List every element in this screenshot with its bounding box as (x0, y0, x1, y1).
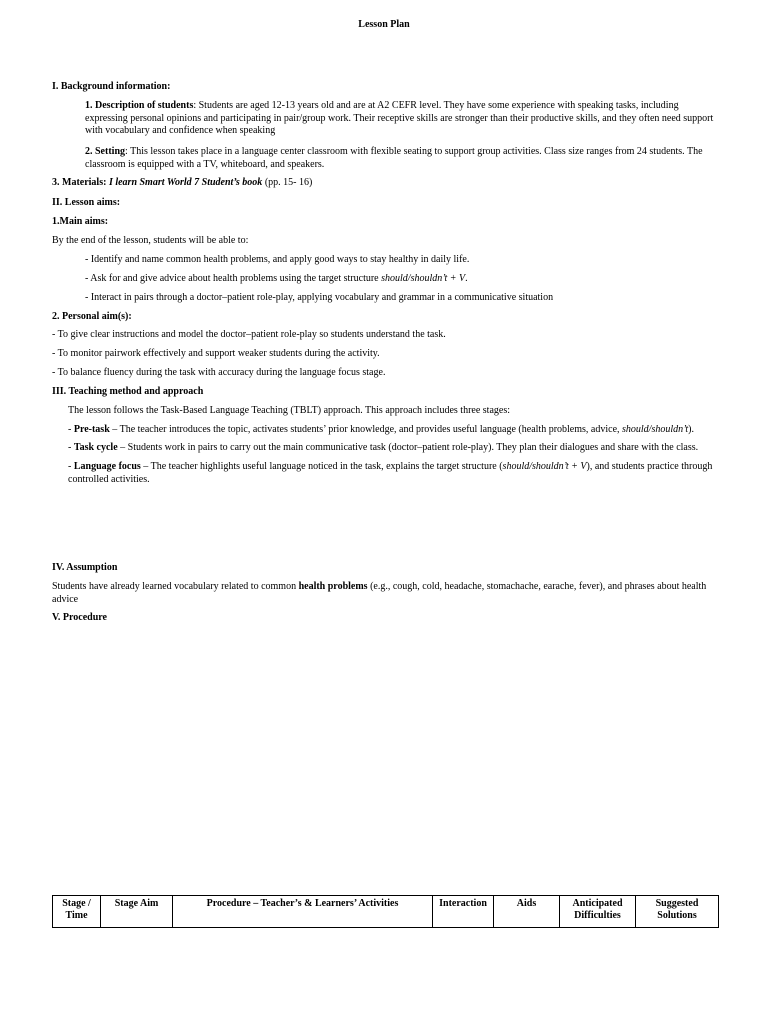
assumption-text: Students have already learned vocabulary related to common health problems (e.g., cough, cold, headache, stomachache, earache, fever), and phrases about health advice (52, 581, 707, 605)
main-aims-intro: By the end of the lesson, students will be able to: (52, 235, 249, 246)
main-aim-item: - Interact in pairs through a doctor–patient role-play, applying vocabulary and grammar in a communicative situation (85, 292, 554, 303)
procedure-table-header-row (53, 896, 719, 928)
background-heading: I. Background information: (52, 81, 171, 92)
setting-description: 2. Setting: This lesson takes place in a language center classroom with flexible seating to support group activities. Class size ranges from 24 students. The classroom is equipped with a TV, whiteboard, and speakers. (85, 146, 703, 170)
column-header-stage-time: Stage / Time (53, 896, 101, 928)
column-header-aids: Aids (494, 896, 560, 928)
personal-aim-item: - To balance fluency during the task with accuracy during the language focus stage. (52, 367, 386, 378)
main-aim-item: - Ask for and give advice about health problems using the target structure should/shouldn’t + V. (85, 273, 468, 284)
stage-task-cycle: - Task cycle – Students work in pairs to carry out the main communicative task (doctor–patient role-play). They plan their dialogues and share with the class. (68, 442, 699, 453)
stage-pre-task: - Pre-task – The teacher introduces the topic, activates students’ prior knowledge, and provides useful language (health problems, advice, should/shouldn’t). (68, 424, 694, 435)
method-heading: III. Teaching method and approach (52, 386, 204, 397)
stage-language-focus: - Language focus – The teacher highlights useful language noticed in the task, explains the target structure (should/shouldn’t + V), and students practice through controlled activities. (68, 461, 713, 485)
assumption-heading: IV. Assumption (52, 562, 118, 573)
procedure-table (52, 895, 719, 928)
method-intro: The lesson follows the Task-Based Language Teaching (TBLT) approach. This approach includes three stages: (68, 405, 510, 416)
column-header-anticipated-difficulties: Anticipated Difficulties (560, 896, 636, 928)
main-aim-item: - Identify and name common health problems, and apply good ways to stay healthy in daily life. (85, 254, 470, 265)
procedure-heading: V. Procedure (52, 612, 107, 623)
students-description: 1. Description of students: Students are aged 12-13 years old and are at A2 CEFR level. They have some experience with speaking tasks, including expressing personal opinions and participating in pair/group work. Their receptive skills are stronger than their productive skills, and they often need support with vocabulary and confidence when speaking (85, 100, 714, 136)
personal-aim-item: - To monitor pairwork effectively and support weaker students during the activity. (52, 348, 380, 359)
column-header-stage-aim: Stage Aim (101, 896, 173, 928)
setting-label: 2. Setting (85, 146, 125, 157)
column-header-interaction: Interaction (433, 896, 494, 928)
column-header-procedure: Procedure – Teacher’s & Learners’ Activities (173, 896, 433, 928)
personal-aim-item: - To give clear instructions and model the doctor–patient role-play so students understand the task. (52, 329, 446, 340)
page-title: Lesson Plan (358, 19, 410, 30)
materials: 3. Materials: I learn Smart World 7 Student’s book (pp. 15- 16) (52, 177, 313, 188)
students-label: 1. Description of students (85, 100, 194, 111)
aims-heading: II. Lesson aims: (52, 197, 121, 208)
main-aims-heading: 1.Main aims: (52, 216, 109, 227)
materials-book: I learn Smart World 7 Student’s book (108, 177, 263, 188)
column-header-suggested-solutions: Suggested Solutions (636, 896, 719, 928)
personal-aims-heading: 2. Personal aim(s): (52, 311, 132, 322)
